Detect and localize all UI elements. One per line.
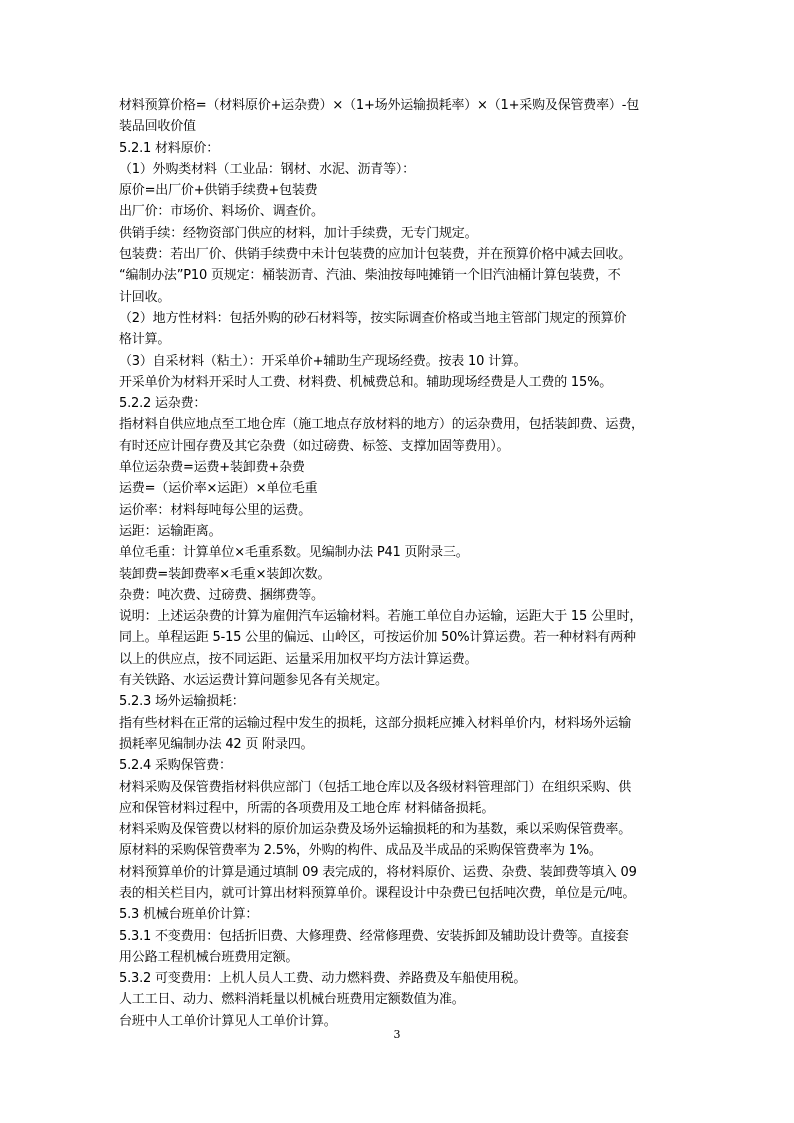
text-line: 表的相关栏目内，就可计算出材料预算单价。课程设计中杂费已包括吨次费，单位是元/吨。 xyxy=(119,885,636,901)
text-line: （3）自采材料（粘土）：开采单价+辅助生产现场经费。按表 10 计算。 xyxy=(119,353,527,369)
text-line: 5.2.4 采购保管费： xyxy=(119,758,232,774)
text-line: 以上的供应点，按不同运距、运量采用加权平均方法计算运费。 xyxy=(119,651,478,667)
text-line: 指有些材料在正常的运输过程中发生的损耗，这部分损耗应摊入材料单价内，材料场外运输 xyxy=(119,715,632,731)
text-line: 原材料的采购保管费率为 2.5%，外购的构件、成品及半成品的采购保管费率为 1%。 xyxy=(119,843,602,859)
text-line: 材料采购及保管费指材料供应部门（包括工地仓库以及各级材料管理部门）在组织采购、供 xyxy=(119,779,632,795)
text-line: 单位毛重：计算单位×毛重系数。见编制办法 P41 页附录三。 xyxy=(119,545,469,561)
text-line: （1）外购类材料（工业品：钢材、水泥、沥青等）： xyxy=(119,161,415,177)
text-line: 运距：运输距离。 xyxy=(119,523,222,539)
text-line: 杂费：吨次费、过磅费、捆绑费等。 xyxy=(119,587,324,603)
document-body xyxy=(119,95,679,1032)
text-line: 计回收。 xyxy=(119,289,171,305)
text-line: 5.2.1 材料原价： xyxy=(119,140,220,156)
text-line: 用公路工程机械台班费用定额。 xyxy=(119,949,299,965)
text-line: 单位运杂费=运费+装卸费+杂费 xyxy=(119,460,305,476)
text-line: 包装费：若出厂价、供销手续费中未计包装费的应加计包装费，并在预算价格中减去回收。 xyxy=(119,247,632,263)
text-line: 材料预算价格=（材料原价+运杂费）×（1+场外运输损耗率）×（1+采购及保管费率）-包 xyxy=(119,98,639,113)
text-line: 同上。单程运距 5-15 公里的偏远、山岭区，可按运价加 50%计算运费。若一种材料有两种 xyxy=(119,630,636,646)
text-line: 运费=（运价率×运距）×单位毛重 xyxy=(119,481,318,497)
text-line: 材料采购及保管费以材料的原价加运杂费及场外运输损耗的和为基数，乘以采购保管费率。 xyxy=(119,822,632,838)
text-line: 台班中人工单价计算见人工单价计算。 xyxy=(119,1013,337,1029)
text-line: 运价率：材料每吨每公里的运费。 xyxy=(119,502,312,518)
text-line: 5.3 机械台班单价计算： xyxy=(119,907,259,923)
text-line: 5.2.3 场外运输损耗： xyxy=(119,694,245,710)
text-line: （2）地方性材料：包括外购的砂石材料等，按实际调查价格或当地主管部门规定的预算价 xyxy=(119,310,627,326)
text-line: 装卸费=装卸费率×毛重×装卸次数。 xyxy=(119,566,331,582)
text-line: 损耗率见编制办法 42 页 附录四。 xyxy=(119,736,314,752)
page-number: 3 xyxy=(393,1028,401,1041)
text-line: 材料预算单价的计算是通过填制 09 表完成的，将材料原价、运费、杂费、装卸费等填入 09 xyxy=(119,864,637,880)
text-line: 有时还应计囤存费及其它杂费（如过磅费、标签、支撑加固等费用）。 xyxy=(119,438,510,454)
text-line: “编制办法”P10 页规定：桶装沥青、汽油、柴油按每吨摊销一个旧汽油桶计算包装费，不 xyxy=(119,268,621,284)
text-line: 5.2.2 运杂费： xyxy=(119,396,207,412)
text-line: 有关铁路、水运运费计算问题参见各有关规定。 xyxy=(119,673,388,689)
text-line: 应和保管材料过程中，所需的各项费用及工地仓库 材料储备损耗。 xyxy=(119,800,495,816)
text-line: 说明：上述运杂费的计算为雇佣汽车运输材料。若施工单位自办运输，运距大于 15 公里时， xyxy=(119,609,643,625)
text-line: 装品回收价值 xyxy=(119,119,196,135)
text-line: 5.3.1 不变费用：包括折旧费、大修理费、经常修理费、安装拆卸及辅助设计费等。直接套 xyxy=(119,928,629,944)
text-line: 指材料自供应地点至工地仓库（施工地点存放材料的地方）的运杂费用，包括装卸费、运费， xyxy=(119,417,644,433)
text-line: 5.3.2 可变费用：上机人员人工费、动力燃料费、养路费及车船使用税。 xyxy=(119,971,527,987)
text-line: 格计算。 xyxy=(119,332,171,348)
text-line: 供销手续：经物资部门供应的材料，加计手续费，无专门规定。 xyxy=(119,225,478,241)
text-line: 出厂价：市场价、料场价、调查价。 xyxy=(119,204,324,220)
text-line: 原价=出厂价+供销手续费+包装费 xyxy=(119,183,318,199)
text-line: 人工工日、动力、燃料消耗量以机械台班费用定额数值为准。 xyxy=(119,992,465,1008)
text-line: 开采单价为材料开采时人工费、材料费、机械费总和。辅助现场经费是人工费的 15%。 xyxy=(119,374,613,390)
